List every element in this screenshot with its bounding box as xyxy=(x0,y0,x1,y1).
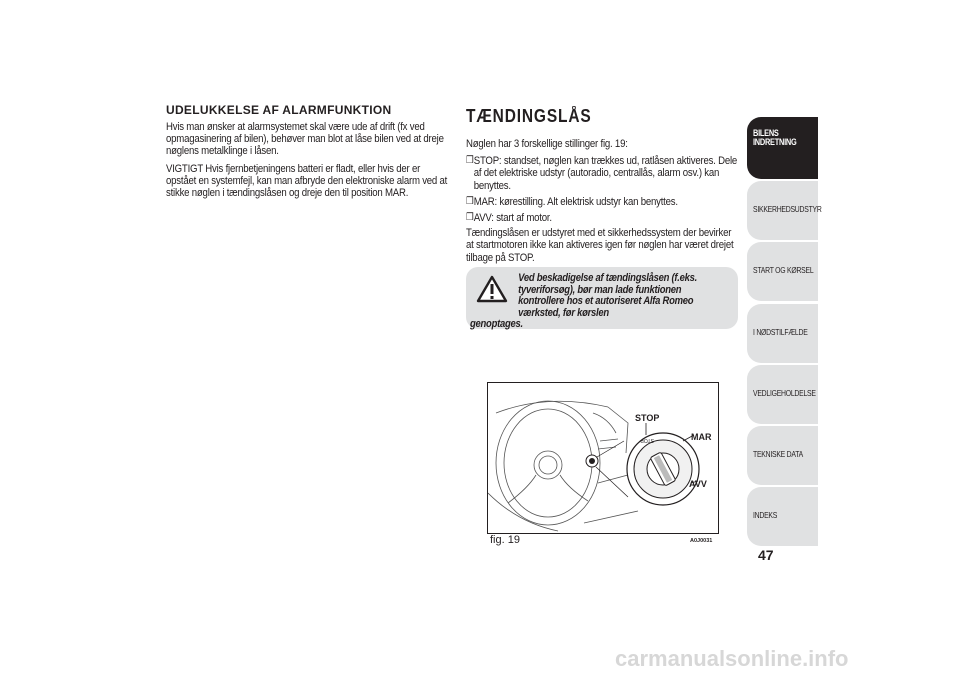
warning-text-line1: Ved beskadigelse af tændingslåsen (f.eks. tyveriforsøg), bør man lade funktionen kontrollere hos et autoriseret Alfa Romeo værksted, før kørslen xyxy=(518,272,698,319)
tab-label: BILENS INDRETNING xyxy=(753,128,797,147)
warning-text xyxy=(470,273,728,331)
list-item xyxy=(466,155,739,192)
section-heading-alarm: UDELUKKELSE AF ALARMFUNKTION xyxy=(166,103,392,117)
bullet-text-stop: STOP: standset, nøglen kan trækkes ud, ratlåsen aktiveres. Dele af det elektriske udstyr (autoradio, centrallås, alarm osv.) kan benyttes. xyxy=(473,155,738,192)
tab-tekniske-data[interactable] xyxy=(747,426,818,485)
figure-caption: fig. 19 xyxy=(490,534,520,546)
list-item xyxy=(466,196,739,208)
figure-code: A0J0031 xyxy=(690,538,713,544)
tab-start-og-korsel[interactable] xyxy=(747,242,818,301)
list-item xyxy=(466,212,739,224)
watermark: carmanualsonline.info xyxy=(615,646,849,671)
tab-vedligeholdelse[interactable] xyxy=(747,365,818,424)
tab-sikkerhedsudstyr[interactable] xyxy=(747,181,822,240)
page-number: 47 xyxy=(758,547,774,563)
checkbox-bullet-icon: ❒ xyxy=(466,212,474,224)
tab-label: TEKNISKE DATA xyxy=(753,448,803,459)
paragraph-key-intro: Nøglen har 3 forskellige stillinger fig. 19: xyxy=(466,138,628,150)
tab-indeks[interactable] xyxy=(747,487,818,546)
svg-text:STOP: STOP xyxy=(640,437,654,443)
tab-label: SIKKERHEDSUDSTYR xyxy=(753,204,822,215)
avv-label: AVV xyxy=(689,479,707,489)
stop-label: STOP xyxy=(635,413,660,423)
paragraph-safety-system: Tændingslåsen er udstyret med et sikkerhedssystem der bevirker at startmotoren ikke kan aktiveres igen før nøglen har været drejet tilbage på STOP. xyxy=(466,227,734,264)
figure-ignition-lock xyxy=(487,382,719,534)
paragraph-alarm-important: VIGTIGT Hvis fjernbetjeningens batteri er fladt, eller hvis der er opstået en systemfejl, kan man afbryde den elektroniske alarm ved at stikke nøglen i tændingslåsen og dreje den til position MAR. xyxy=(166,162,448,200)
checkbox-bullet-icon: ❒ xyxy=(466,155,474,167)
warning-text-line2: genoptages. xyxy=(470,318,523,331)
tab-bilens-indretning[interactable] xyxy=(747,117,818,179)
right-text-block xyxy=(466,138,739,269)
tab-i-nodstilfaelde[interactable] xyxy=(747,304,818,363)
paragraph-alarm-disable: Hvis man ønsker at alarmsystemet skal være ude af drift (fx ved opmagasinering af bilen), behøver man blot at låse bilen ved at dreje nøglens metalklinge i låsen. xyxy=(166,121,444,158)
chapter-tabs xyxy=(747,117,822,548)
ignition-illustration xyxy=(488,383,718,533)
tab-label: INDEKS xyxy=(753,510,778,521)
section-heading-ignition: TÆNDINGSLÅS xyxy=(466,106,592,126)
mar-label: MAR xyxy=(691,432,712,442)
tab-label: I NØDSTILFÆLDE xyxy=(753,326,808,337)
bullet-text-mar: MAR: kørestilling. Alt elektrisk udstyr kan benyttes. xyxy=(473,195,678,208)
bullet-text-avv: AVV: start af motor. xyxy=(473,212,552,225)
left-text-block xyxy=(166,121,450,204)
tab-label: VEDLIGEHOLDELSE xyxy=(753,387,816,398)
tab-label: START OG KØRSEL xyxy=(753,265,814,276)
checkbox-bullet-icon: ❒ xyxy=(466,195,474,207)
